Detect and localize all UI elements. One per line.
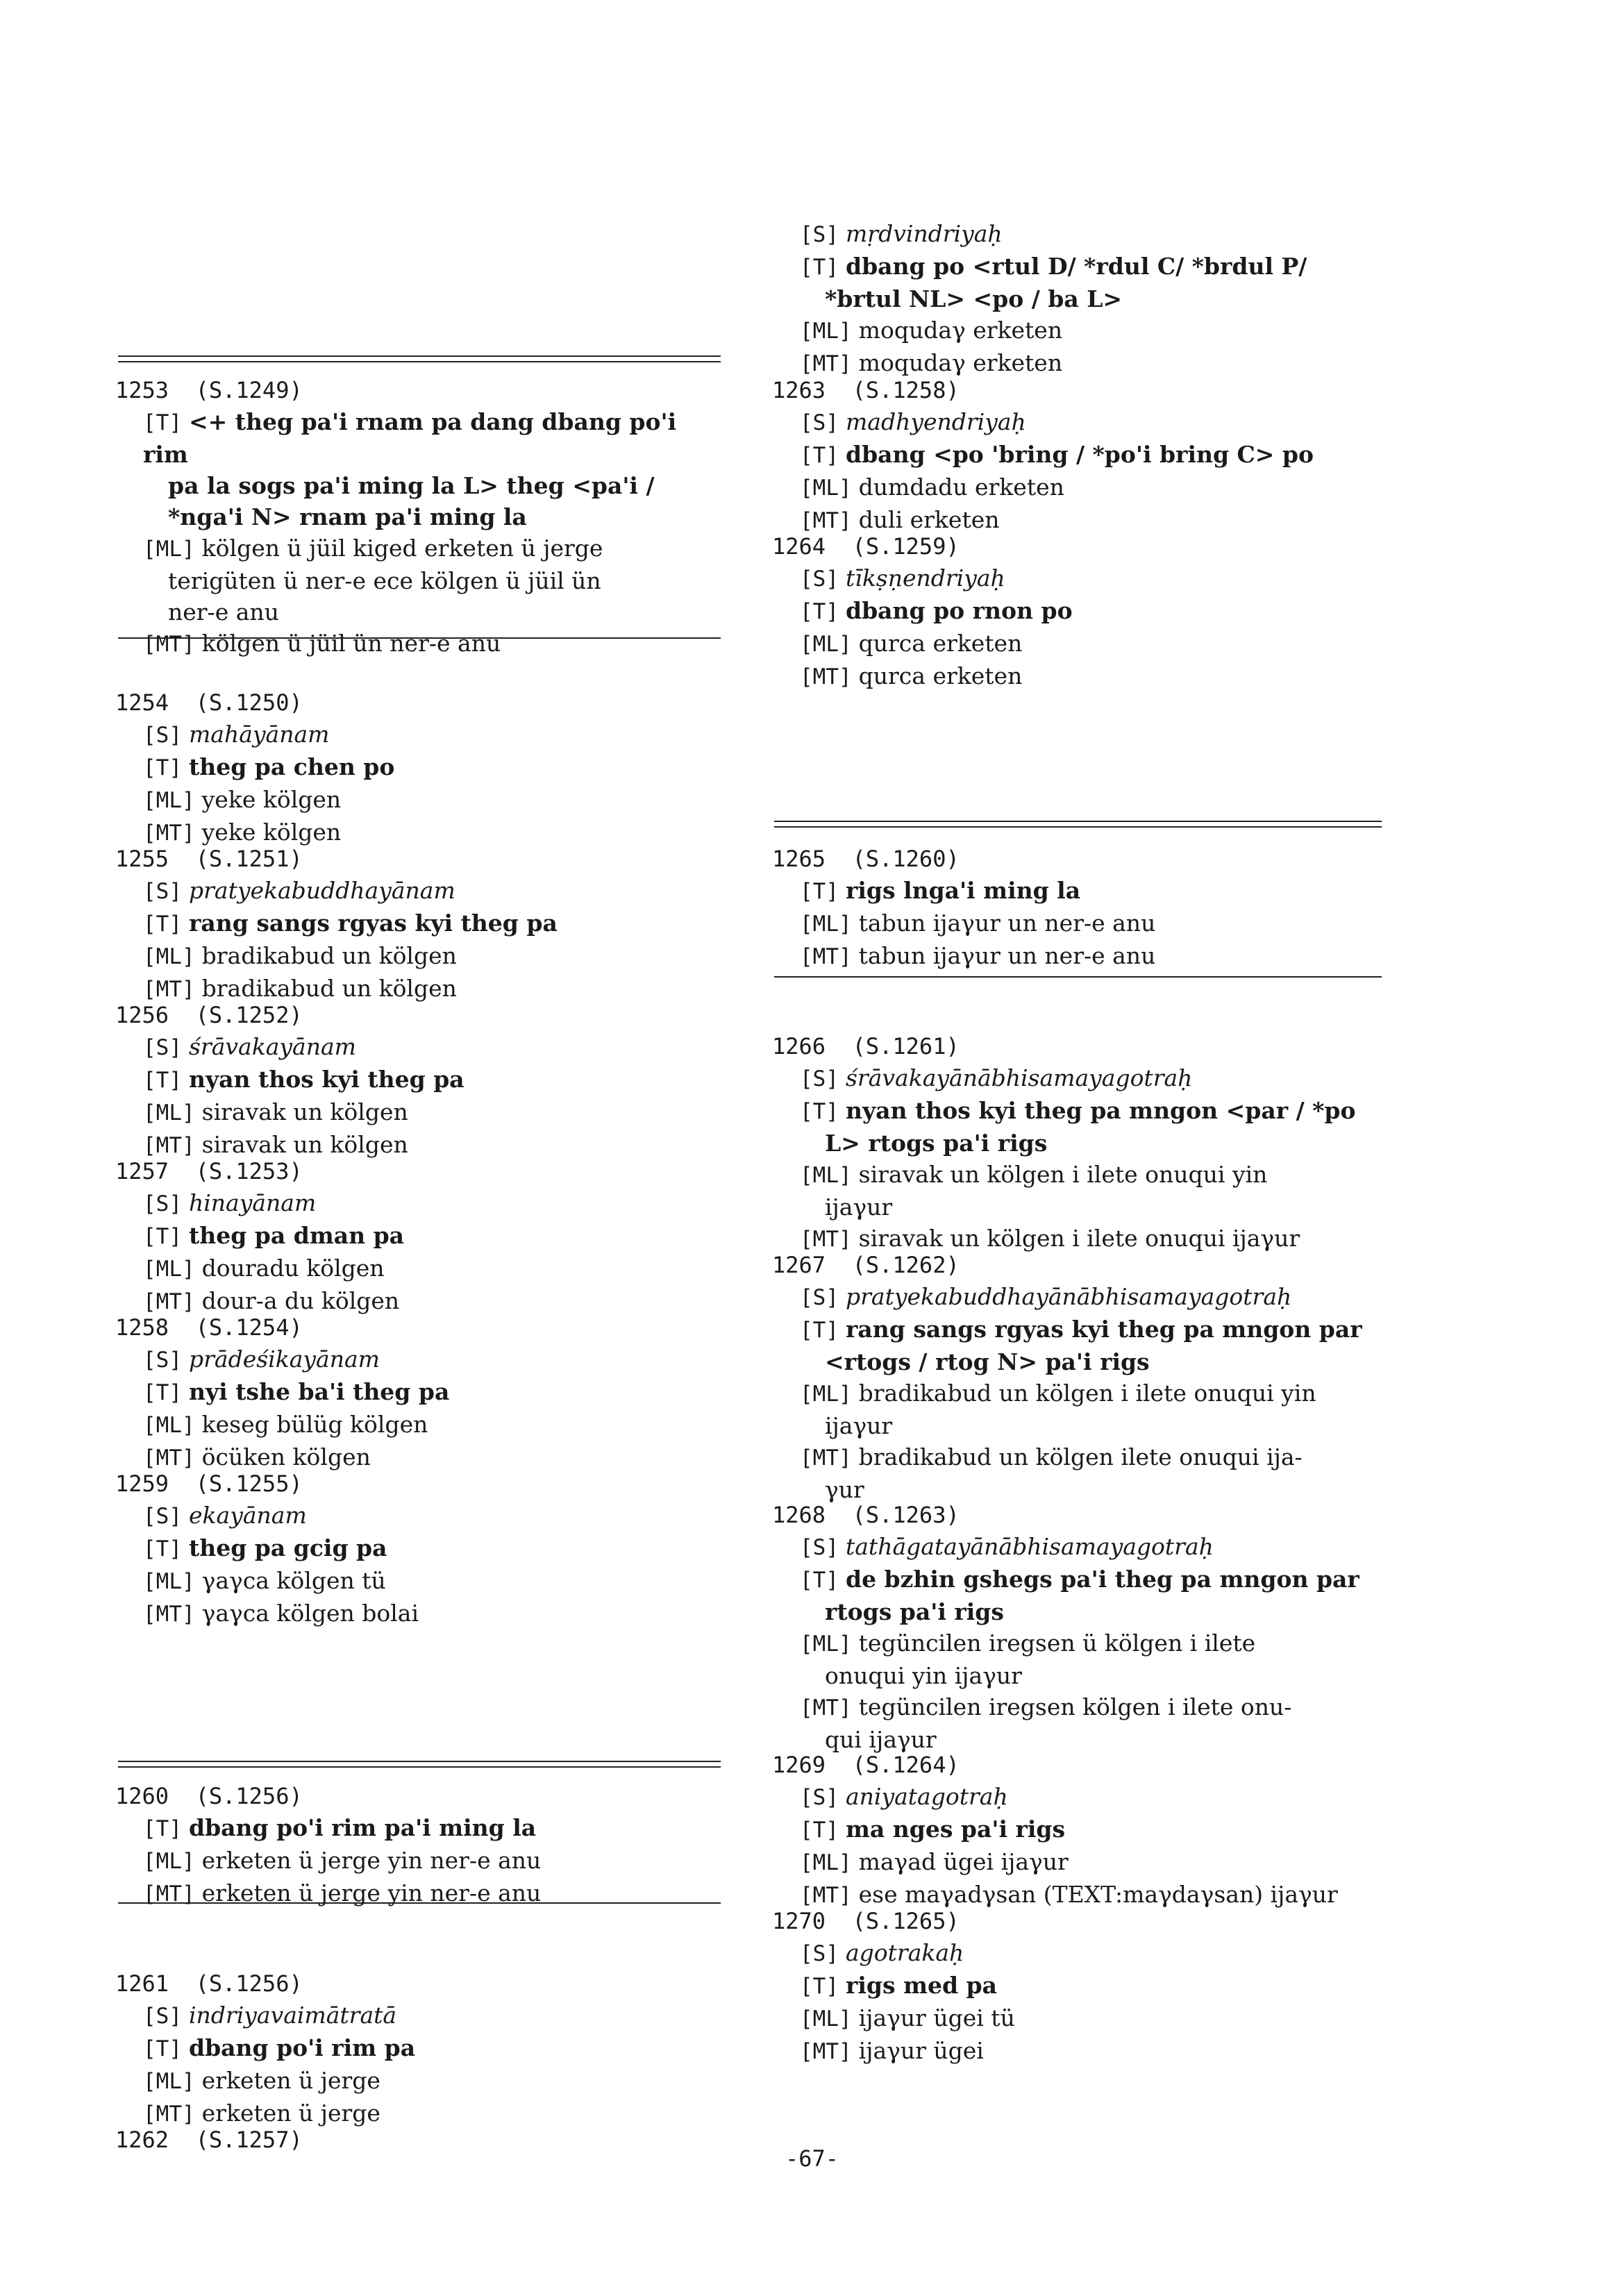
entry-line (115, 565, 726, 596)
entry (115, 1312, 726, 1474)
entry-id: 1258 (115, 1314, 169, 1341)
entry-line (115, 2032, 726, 2065)
tibetan-term: <+ theg pa'i rnam pa dang dbang po'i rim (143, 408, 677, 468)
sanskrit-term: aniyatagotraḥ (846, 1783, 1008, 1810)
tibetan-term: nyan thos kyi theg pa mngon <par / *po (846, 1097, 1356, 1124)
entry-line (772, 1062, 1397, 1095)
language-tag: [S] (800, 567, 839, 592)
entry-number (115, 375, 726, 406)
section-divider (774, 821, 1382, 828)
language-tag: [ML] (143, 1849, 195, 1874)
entry-number (115, 1000, 726, 1031)
entry-line (772, 595, 1397, 628)
entry-line (772, 940, 1397, 973)
language-tag: [T] (143, 755, 182, 780)
entry-line (772, 628, 1397, 660)
language-tag: [ML] (143, 1413, 195, 1438)
entry-line (772, 218, 1397, 251)
tibetan-term: rigs med pa (846, 1972, 997, 1999)
entry (115, 1000, 726, 1162)
language-tag: [MT] (143, 821, 195, 846)
entry-source-ref: (S.1263) (852, 1502, 960, 1528)
entry-line (115, 1532, 726, 1565)
entry-source-ref: (S.1256) (195, 1783, 303, 1809)
entry-line (772, 1531, 1397, 1564)
language-tag: [S] (800, 410, 839, 435)
entry-source-ref: (S.1257) (195, 2127, 303, 2153)
entry-line (115, 1252, 726, 1285)
mongolian-term: kölgen ü jüil ün ner-e anu (201, 630, 501, 657)
tibetan-term: dbang <po 'bring / *po'i bring C> po (846, 441, 1314, 468)
tibetan-term: *nga'i N> rnam pa'i ming la (168, 503, 527, 530)
language-tag: [T] (143, 410, 182, 435)
language-tag: [T] (143, 2036, 182, 2061)
sanskrit-term: agotrakaḥ (846, 1939, 964, 1966)
language-tag: [ML] (800, 1163, 852, 1188)
entry-source-ref: (S.1256) (195, 1970, 303, 1997)
tibetan-term: nyi tshe ba'i theg pa (189, 1378, 450, 1405)
entry-line (115, 719, 726, 751)
entry-line (115, 2000, 726, 2032)
entry-line (772, 406, 1397, 439)
entry-source-ref: (S.1262) (852, 1252, 960, 1278)
entry (772, 531, 1397, 693)
mongolian-term: öcüken kölgen (201, 1443, 371, 1470)
mongolian-term: bradikabud un kölgen (201, 942, 457, 969)
mongolian-term: erketen ü jerge yin ner-e anu (201, 1879, 542, 1907)
entry-line (772, 1970, 1397, 2002)
entry-number (772, 1906, 1397, 1937)
language-tag: [T] (800, 1818, 839, 1843)
entry-number (772, 375, 1397, 406)
entry (115, 1968, 726, 2130)
tibetan-term: L> rtogs pa'i rigs (825, 1130, 1048, 1157)
entry-line (772, 1095, 1397, 1128)
language-tag: [T] (800, 879, 839, 904)
language-tag: [S] (143, 879, 182, 904)
entry (772, 375, 1397, 537)
section-divider (774, 976, 1382, 978)
entry-source-ref: (S.1254) (195, 1314, 303, 1341)
language-tag: [T] (143, 1816, 182, 1841)
mongolian-term: ijaγur ügei (858, 2037, 984, 2064)
mongolian-term: duli erketen (858, 506, 1000, 533)
mongolian-term: tabun ijaγur un ner-e anu (858, 942, 1156, 969)
entry-id: 1257 (115, 1158, 169, 1184)
language-tag: [ML] (800, 1632, 852, 1657)
entry-number (772, 844, 1397, 875)
sanskrit-term: śrāvakayānābhisamayagotraḥ (846, 1064, 1193, 1091)
mongolian-term: siravak un kölgen (201, 1098, 408, 1125)
language-tag: [ML] (800, 2006, 852, 2031)
mongolian-term: γaγca kölgen tü (201, 1567, 386, 1594)
entry-line (772, 1813, 1397, 1846)
entry-id: 1253 (115, 377, 169, 403)
tibetan-term: rtogs pa'i rigs (825, 1598, 1004, 1625)
language-tag: [T] (800, 1099, 839, 1124)
mongolian-term: siravak un kölgen i ilete onuqui ijaγur (858, 1225, 1300, 1252)
entry-source-ref: (S.1253) (195, 1158, 303, 1184)
sanskrit-term: ekayānam (189, 1502, 307, 1529)
language-tag: [S] (800, 1066, 839, 1091)
entry-line (115, 1812, 726, 1845)
language-tag: [S] (143, 723, 182, 748)
mongolian-term: keseg bülüg kölgen (201, 1411, 428, 1438)
tibetan-term: <rtogs / rtog N> pa'i rigs (825, 1348, 1150, 1375)
entry-line (115, 596, 726, 628)
entry-line (772, 1377, 1397, 1410)
mongolian-term: qurca erketen (858, 630, 1023, 657)
language-tag: [T] (143, 912, 182, 937)
sanskrit-term: śrāvakayānam (189, 1033, 356, 1060)
mongolian-term: γaγca kölgen bolai (201, 1600, 419, 1627)
sanskrit-term: pratyekabuddhayānābhisamayagotraḥ (846, 1283, 1292, 1310)
sanskrit-term: madhyendriyaḥ (846, 408, 1026, 435)
entry-id: 1260 (115, 1783, 169, 1809)
entry-source-ref: (S.1249) (195, 377, 303, 403)
mongolian-term: moqudaγ erketen (858, 349, 1063, 376)
entry-source-ref: (S.1251) (195, 846, 303, 872)
language-tag: [S] (800, 1535, 839, 1560)
entry-number (772, 1750, 1397, 1781)
entry-line (772, 1846, 1397, 1879)
entry-line (115, 907, 726, 940)
language-tag: [T] (800, 599, 839, 624)
mongolian-term: ner-e anu (168, 598, 279, 626)
entry-number (772, 531, 1397, 562)
entry-line (115, 1096, 726, 1129)
entry-number (772, 1031, 1397, 1062)
mongolian-term: terigüten ü ner-e ece kölgen ü jüil ün (168, 567, 601, 594)
language-tag: [S] (143, 1035, 182, 1060)
entry-number (772, 1250, 1397, 1281)
mongolian-term: yeke kölgen (201, 819, 342, 846)
entry-id: 1267 (772, 1252, 826, 1278)
entry-source-ref: (S.1265) (852, 1908, 960, 1934)
tibetan-term: pa la sogs pa'i ming la L> theg <pa'i / (168, 472, 655, 499)
language-tag: [ML] (800, 1850, 852, 1875)
tibetan-term: ma nges pa'i rigs (846, 1816, 1066, 1843)
entry-line (115, 533, 726, 565)
tibetan-term: rigs lnga'i ming la (846, 877, 1081, 904)
sanskrit-term: pratyekabuddhayānam (189, 877, 455, 904)
language-tag: [S] (143, 1504, 182, 1529)
entry-line (772, 562, 1397, 595)
tibetan-term: dbang po'i rim pa (189, 2034, 416, 2061)
entry-line (772, 907, 1397, 940)
tibetan-term: de bzhin gshegs pa'i theg pa mngon par (846, 1566, 1359, 1593)
entry-line (772, 1781, 1397, 1813)
entry-id: 1266 (772, 1033, 826, 1059)
entry-id: 1264 (772, 533, 826, 560)
language-tag: [MT] (143, 1446, 195, 1470)
entry-line (772, 315, 1397, 347)
entry-line (772, 1596, 1397, 1627)
mongolian-term: tabun ijaγur un ner-e anu (858, 910, 1156, 937)
tibetan-term: dbang po rnon po (846, 597, 1073, 624)
language-tag: [T] (143, 1536, 182, 1561)
entry (115, 1468, 726, 1630)
entry-line (772, 1159, 1397, 1191)
sanskrit-term: tathāgatayānābhisamayagotraḥ (846, 1533, 1214, 1560)
entry-line (115, 501, 726, 533)
entry-id: 1270 (772, 1908, 826, 1934)
entry-line (115, 751, 726, 784)
tibetan-term: theg pa chen po (189, 753, 395, 780)
entry-line (772, 1441, 1397, 1474)
entry-source-ref: (S.1260) (852, 846, 960, 872)
entry-id: 1255 (115, 846, 169, 872)
language-tag: [T] (143, 1068, 182, 1093)
entry (115, 1156, 726, 1318)
entry-id: 1265 (772, 846, 826, 872)
entry-line (772, 660, 1397, 693)
entry (115, 687, 726, 849)
entry-source-ref: (S.1259) (852, 533, 960, 560)
entry-source-ref: (S.1261) (852, 1033, 960, 1059)
language-tag: [T] (800, 255, 839, 280)
entry-number (115, 1156, 726, 1187)
language-tag: [ML] (800, 632, 852, 657)
entry-line (115, 628, 726, 660)
tibetan-term: theg pa gcig pa (189, 1534, 387, 1561)
entry-line (772, 1660, 1397, 1691)
entry-number (772, 1500, 1397, 1531)
entry-line (115, 1845, 726, 1877)
sanskrit-term: tīkṣṇendriyaḥ (846, 564, 1005, 592)
language-tag: [MT] (800, 508, 852, 533)
language-tag: [MT] (143, 2102, 195, 2127)
language-tag: [T] (800, 1568, 839, 1593)
entry-number (115, 1312, 726, 1343)
language-tag: [ML] (143, 1100, 195, 1125)
entry-line (115, 784, 726, 816)
sanskrit-term: hinayānam (189, 1189, 317, 1216)
entry-line (115, 940, 726, 973)
sanskrit-term: mahāyānam (189, 721, 330, 748)
language-tag: [MT] (143, 977, 195, 1002)
language-tag: [ML] (800, 1382, 852, 1407)
entry-id: 1254 (115, 689, 169, 716)
mongolian-term: onuqui yin ijaγur (825, 1662, 1022, 1689)
language-tag: [S] (143, 2004, 182, 2029)
page-number: -67- (785, 2145, 839, 2172)
entry-source-ref: (S.1250) (195, 689, 303, 716)
language-tag: [MT] (800, 1227, 852, 1252)
language-tag: [ML] (143, 944, 195, 969)
language-tag: [ML] (800, 319, 852, 344)
mongolian-term: qurca erketen (858, 662, 1023, 689)
mongolian-term: dour-a du kölgen (201, 1287, 400, 1314)
mongolian-term: ijaγur (825, 1412, 893, 1439)
entry-line (115, 1376, 726, 1409)
language-tag: [MT] (800, 1695, 852, 1720)
entry-number (115, 1468, 726, 1500)
mongolian-term: maγad ügei ijaγur (858, 1848, 1069, 1875)
language-tag: [T] (143, 1224, 182, 1249)
entry-line (115, 2065, 726, 2097)
mongolian-term: siravak un kölgen (201, 1131, 408, 1158)
entry-line (772, 2002, 1397, 2035)
language-tag: [MT] (800, 1883, 852, 1908)
mongolian-term: erketen ü jerge (201, 2100, 380, 2127)
language-tag: [MT] (800, 2039, 852, 2064)
entry-number (115, 1781, 726, 1812)
language-tag: [ML] (143, 2069, 195, 2094)
entry (772, 1031, 1397, 1255)
language-tag: [MT] (143, 1289, 195, 1314)
entry-line (772, 2035, 1397, 2068)
mongolian-term: bradikabud un kölgen ilete onuqui ija- (858, 1443, 1303, 1470)
entry (115, 844, 726, 1005)
entry-line (772, 1564, 1397, 1596)
entry (772, 1906, 1397, 2068)
language-tag: [ML] (143, 1257, 195, 1282)
mongolian-term: tegüncilen iregsen ü kölgen i ilete (858, 1629, 1256, 1657)
language-tag: [ML] (143, 788, 195, 813)
entry-id: 1269 (772, 1752, 826, 1778)
entry-line (115, 1064, 726, 1096)
language-tag: [ML] (143, 1569, 195, 1594)
mongolian-term: bradikabud un kölgen (201, 975, 457, 1002)
tibetan-term: nyan thos kyi theg pa (189, 1066, 464, 1093)
language-tag: [T] (800, 1318, 839, 1343)
section-divider (118, 355, 721, 362)
mongolian-term: ese maγadγsan (TEXT:maγdaγsan) ijaγur (858, 1881, 1338, 1908)
language-tag: [MT] (143, 1602, 195, 1627)
entry-source-ref: (S.1255) (195, 1470, 303, 1497)
mongolian-term: dumdadu erketen (858, 474, 1064, 501)
sanskrit-term: mṛdvindriyaḥ (846, 220, 1003, 247)
entry-line (772, 439, 1397, 471)
entry-line (115, 1031, 726, 1064)
entry-line (772, 471, 1397, 504)
language-tag: [S] (143, 1191, 182, 1216)
entry-line (115, 1220, 726, 1252)
tibetan-term: *brtul NL> <po / ba L> (825, 285, 1123, 312)
language-tag: [T] (800, 1974, 839, 1999)
entry-id: 1259 (115, 1470, 169, 1497)
entry-number (115, 1968, 726, 2000)
entry-number (115, 687, 726, 719)
entry-line (772, 1281, 1397, 1314)
language-tag: [MT] (800, 351, 852, 376)
entry (115, 1781, 726, 1910)
mongolian-term: γur (825, 1476, 864, 1503)
tibetan-term: theg pa dman pa (189, 1222, 405, 1249)
entry-line (115, 1598, 726, 1630)
mongolian-term: erketen ü jerge (201, 2067, 380, 2094)
entry-number (115, 844, 726, 875)
entry (772, 844, 1397, 973)
language-tag: [S] (143, 1348, 182, 1373)
mongolian-term: bradikabud un kölgen i ilete onuqui yin (858, 1380, 1316, 1407)
entry-line (772, 1691, 1397, 1724)
entry-line (115, 1343, 726, 1376)
entry-line (115, 1877, 726, 1910)
entry-id: 1256 (115, 1002, 169, 1028)
entry-line (115, 1409, 726, 1441)
entry-line (115, 1565, 726, 1598)
language-tag: [ML] (800, 476, 852, 501)
entry-line (772, 1128, 1397, 1159)
language-tag: [MT] (143, 1133, 195, 1158)
entry-source-ref: (S.1252) (195, 1002, 303, 1028)
language-tag: [T] (800, 443, 839, 468)
tibetan-term: dbang po <rtul D/ *rdul C/ *brdul P/ (846, 253, 1307, 280)
mongolian-term: ijaγur (825, 1193, 893, 1221)
sanskrit-term: indriyavaimātratā (189, 2002, 397, 2029)
entry-id: 1261 (115, 1970, 169, 1997)
language-tag: [S] (800, 1941, 839, 1966)
mongolian-term: ijaγur ügei tü (858, 2004, 1015, 2031)
mongolian-term: kölgen ü jüil kiged erketen ü jerge (201, 535, 603, 562)
language-tag: [T] (143, 1380, 182, 1405)
entry-line (772, 1937, 1397, 1970)
language-tag: [MT] (800, 664, 852, 689)
mongolian-term: siravak un kölgen i ilete onuqui yin (858, 1161, 1268, 1188)
mongolian-term: tegüncilen iregsen kölgen i ilete onu- (858, 1693, 1292, 1720)
entry (772, 218, 1397, 380)
mongolian-term: erketen ü jerge yin ner-e anu (201, 1847, 542, 1874)
entry (772, 1750, 1397, 1911)
entry-line (772, 283, 1397, 315)
section-divider (118, 1761, 721, 1768)
entry-line (772, 1410, 1397, 1441)
entry (772, 1500, 1397, 1755)
language-tag: [MT] (143, 632, 195, 657)
entry-line (115, 406, 726, 470)
tibetan-term: rang sangs rgyas kyi theg pa (189, 910, 558, 937)
language-tag: [MT] (800, 944, 852, 969)
tibetan-term: rang sangs rgyas kyi theg pa mngon par (846, 1316, 1362, 1343)
entry-line (115, 470, 726, 501)
entry-line (772, 875, 1397, 907)
sanskrit-term: prādeśikayānam (189, 1346, 380, 1373)
entry-line (115, 1187, 726, 1220)
entry-line (772, 251, 1397, 283)
language-tag: [ML] (800, 912, 852, 937)
mongolian-term: moqudaγ erketen (858, 317, 1063, 344)
language-tag: [S] (800, 1785, 839, 1810)
entry (772, 1250, 1397, 1505)
entry-line (772, 1627, 1397, 1660)
entry-source-ref: (S.1264) (852, 1752, 960, 1778)
mongolian-term: qui ijaγur (825, 1726, 937, 1753)
entry (115, 375, 726, 660)
entry-id: 1268 (772, 1502, 826, 1528)
language-tag: [MT] (143, 1882, 195, 1907)
language-tag: [S] (800, 222, 839, 247)
language-tag: [MT] (800, 1446, 852, 1470)
entry-id: 1263 (772, 377, 826, 403)
entry-line (772, 1346, 1397, 1377)
entry-line (115, 1500, 726, 1532)
mongolian-term: douradu kölgen (201, 1255, 385, 1282)
entry-line (772, 1191, 1397, 1223)
entry-line (772, 1314, 1397, 1346)
language-tag: [S] (800, 1285, 839, 1310)
mongolian-term: yeke kölgen (201, 786, 342, 813)
entry-source-ref: (S.1258) (852, 377, 960, 403)
entry-id: 1262 (115, 2127, 169, 2153)
language-tag: [ML] (143, 537, 195, 562)
entry-line (115, 875, 726, 907)
tibetan-term: dbang po'i rim pa'i ming la (189, 1814, 537, 1841)
